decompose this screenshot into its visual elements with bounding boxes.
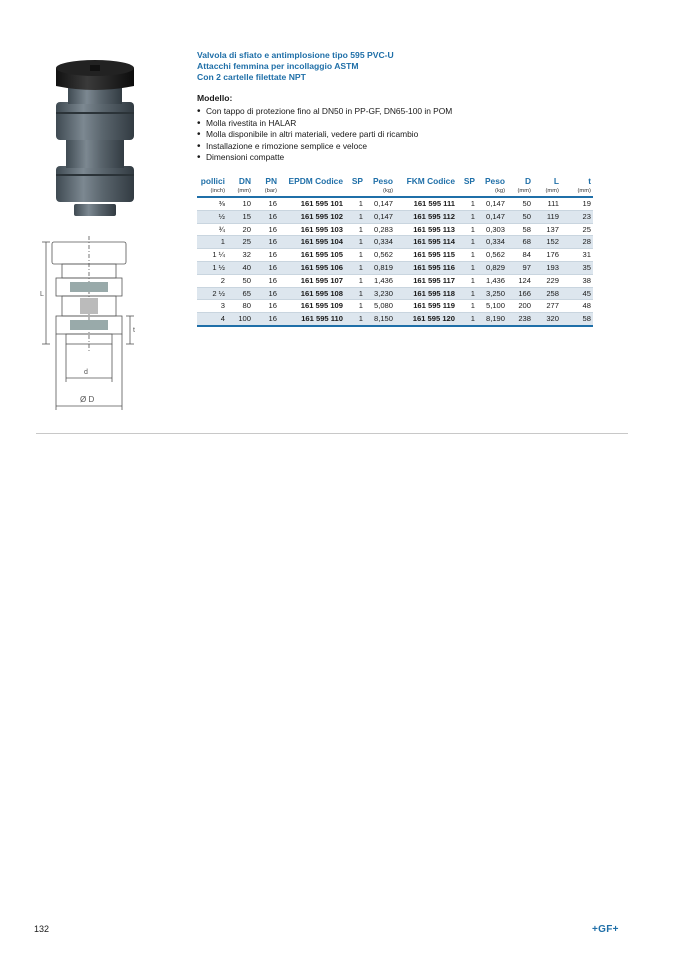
col-header: FKM Codice	[406, 175, 455, 186]
table-cell: 0,303	[477, 223, 507, 236]
table-cell: 124	[507, 274, 533, 287]
table-cell: 2	[197, 274, 227, 287]
table-cell: 58	[561, 313, 593, 326]
table-cell: 50	[507, 210, 533, 223]
table-cell: 1	[457, 261, 477, 274]
table-cell: 0,334	[477, 236, 507, 249]
table-cell: 19	[561, 197, 593, 210]
table-cell: 1	[457, 287, 477, 300]
header-row	[197, 176, 593, 187]
table-cell: 161 595 109	[279, 300, 345, 313]
table-cell: 97	[507, 261, 533, 274]
table-cell: 1,436	[477, 274, 507, 287]
table-cell: 5,080	[365, 300, 395, 313]
unit-label: (kg)	[365, 187, 395, 197]
unit-label	[345, 187, 365, 197]
table-cell: 1	[345, 313, 365, 326]
table-cell: 3	[197, 300, 227, 313]
col-header: SP	[351, 175, 363, 186]
table-cell: 0,819	[365, 261, 395, 274]
table-cell: 161 595 108	[279, 287, 345, 300]
table-cell: 1	[345, 236, 365, 249]
feature-item: • Molla rivestita in HALAR	[197, 118, 595, 130]
table-cell: 161 595 114	[395, 236, 457, 249]
table-cell: 58	[507, 223, 533, 236]
table-cell: 1 ¼	[197, 249, 227, 262]
table-cell: 1,436	[365, 274, 395, 287]
table-cell: 1	[457, 249, 477, 262]
table-row	[197, 287, 593, 300]
table-cell: 119	[533, 210, 561, 223]
table-row	[197, 210, 593, 223]
table-cell: 65	[227, 287, 253, 300]
table-cell: 100	[227, 313, 253, 326]
page-number: 132	[34, 924, 50, 934]
table-cell: 0,147	[365, 197, 395, 210]
title-line-3: Con 2 cartelle filettate NPT	[197, 72, 306, 82]
table-cell: 166	[507, 287, 533, 300]
table-cell: 8,150	[365, 313, 395, 326]
table-cell: 16	[253, 236, 279, 249]
section-divider	[36, 433, 628, 434]
table-cell: 16	[253, 287, 279, 300]
table-cell: 161 595 105	[279, 249, 345, 262]
table-cell: 1	[345, 287, 365, 300]
table-cell: 0,283	[365, 223, 395, 236]
unit-label: (mm)	[227, 187, 253, 197]
feature-item: • Con tappo di protezione fino al DN50 in PP-GF, DN65-100 in POM	[197, 106, 595, 118]
unit-label: (kg)	[477, 187, 507, 197]
table-cell: 1 ½	[197, 261, 227, 274]
table-row	[197, 249, 593, 262]
dimension-label-diameter: Ø D	[80, 395, 95, 404]
table-cell: ¾	[197, 223, 227, 236]
table-cell: 31	[561, 249, 593, 262]
table-cell: 161 595 117	[395, 274, 457, 287]
table-cell: 161 595 113	[395, 223, 457, 236]
col-header: L	[553, 175, 559, 186]
dimension-label-l: L	[40, 291, 44, 298]
table-cell: 1	[345, 274, 365, 287]
table-cell: 16	[253, 197, 279, 210]
table-cell: 1	[345, 210, 365, 223]
title-line-2: Attacchi femmina per incollaggio ASTM	[197, 61, 359, 71]
table-row	[197, 274, 593, 287]
table-cell: 68	[507, 236, 533, 249]
table-cell: 0,562	[365, 249, 395, 262]
table-row	[197, 300, 593, 313]
table-cell: 193	[533, 261, 561, 274]
feature-item: • Molla disponibile in altri materiali, vedere parti di ricambio	[197, 129, 595, 141]
table-cell: 161 595 103	[279, 223, 345, 236]
dimension-label-d: d	[84, 369, 88, 376]
table-cell: 32	[227, 249, 253, 262]
feature-item: • Dimensioni compatte	[197, 152, 595, 164]
unit-label: (bar)	[253, 187, 279, 197]
table-cell: 161 595 102	[279, 210, 345, 223]
unit-label: (inch)	[197, 187, 227, 197]
table-cell: 161 595 120	[395, 313, 457, 326]
table-cell: 80	[227, 300, 253, 313]
col-header: pollici	[200, 175, 225, 186]
table-cell: 161 595 115	[395, 249, 457, 262]
table-cell: 1	[345, 261, 365, 274]
title-line-1: Valvola di sfiato e antimplosione tipo 595 PVC-U	[197, 50, 394, 60]
table-cell: 1	[345, 249, 365, 262]
table-cell: 176	[533, 249, 561, 262]
table-cell: 1	[345, 197, 365, 210]
table-cell: 258	[533, 287, 561, 300]
dimension-label-t: t	[133, 327, 135, 334]
table-cell: 161 595 101	[279, 197, 345, 210]
unit-label	[457, 187, 477, 197]
table-cell: 1	[457, 274, 477, 287]
table-cell: 35	[561, 261, 593, 274]
table-cell: 229	[533, 274, 561, 287]
table-cell: ½	[197, 210, 227, 223]
table-cell: 161 595 118	[395, 287, 457, 300]
table-cell: 25	[561, 223, 593, 236]
table-cell: 0,147	[477, 197, 507, 210]
feature-list	[197, 106, 595, 164]
table-cell: 320	[533, 313, 561, 326]
valve-product-image	[50, 54, 140, 219]
table-cell: 277	[533, 300, 561, 313]
col-header: D	[524, 175, 531, 186]
spec-table-body	[197, 197, 593, 326]
table-cell: 161 595 106	[279, 261, 345, 274]
table-cell: 10	[227, 197, 253, 210]
table-cell: 40	[227, 261, 253, 274]
table-cell: 50	[227, 274, 253, 287]
table-cell: 1	[345, 300, 365, 313]
col-header: Peso	[372, 175, 393, 186]
table-cell: 161 595 110	[279, 313, 345, 326]
table-cell: 2 ½	[197, 287, 227, 300]
table-cell: 23	[561, 210, 593, 223]
units-row	[197, 187, 593, 197]
table-cell: 16	[253, 261, 279, 274]
table-cell: 50	[507, 197, 533, 210]
col-header: SP	[463, 175, 475, 186]
table-cell: 28	[561, 236, 593, 249]
table-row	[197, 261, 593, 274]
table-cell: 38	[561, 274, 593, 287]
table-row	[197, 197, 593, 210]
feature-item: • Installazione e rimozione semplice e veloce	[197, 141, 595, 153]
table-cell: 3,230	[365, 287, 395, 300]
table-cell: 1	[457, 313, 477, 326]
table-cell: 1	[197, 236, 227, 249]
table-cell: 1	[457, 300, 477, 313]
table-cell: 161 595 104	[279, 236, 345, 249]
table-cell: 0,334	[365, 236, 395, 249]
table-cell: 1	[457, 236, 477, 249]
table-cell: 0,147	[365, 210, 395, 223]
table-cell: 45	[561, 287, 593, 300]
gf-logo: +GF+	[592, 924, 619, 935]
table-cell: 1	[457, 223, 477, 236]
unit-label	[279, 187, 345, 197]
table-cell: 4	[197, 313, 227, 326]
col-header: DN	[238, 175, 251, 186]
table-cell: 0,829	[477, 261, 507, 274]
table-cell: 16	[253, 313, 279, 326]
table-cell: 20	[227, 223, 253, 236]
table-cell: 1	[457, 210, 477, 223]
unit-label: (mm)	[507, 187, 533, 197]
table-row	[197, 313, 593, 326]
unit-label: (mm)	[561, 187, 593, 197]
table-cell: 111	[533, 197, 561, 210]
table-cell: 8,190	[477, 313, 507, 326]
table-cell: 15	[227, 210, 253, 223]
table-cell: 48	[561, 300, 593, 313]
table-cell: 25	[227, 236, 253, 249]
col-header: Peso	[484, 175, 505, 186]
product-info	[197, 50, 595, 327]
table-cell: 238	[507, 313, 533, 326]
col-header: PN	[265, 175, 277, 186]
col-header: t	[588, 175, 591, 186]
product-title	[197, 50, 595, 83]
spec-table	[197, 176, 593, 327]
table-cell: 200	[507, 300, 533, 313]
table-cell: 161 595 116	[395, 261, 457, 274]
table-cell: 3,250	[477, 287, 507, 300]
table-cell: 16	[253, 210, 279, 223]
table-cell: 5,100	[477, 300, 507, 313]
table-cell: 161 595 119	[395, 300, 457, 313]
model-heading: Modello:	[197, 93, 233, 103]
unit-label: (mm)	[533, 187, 561, 197]
table-row	[197, 223, 593, 236]
table-cell: 16	[253, 300, 279, 313]
table-cell: 137	[533, 223, 561, 236]
unit-label	[395, 187, 457, 197]
table-cell: ⅜	[197, 197, 227, 210]
table-cell: 152	[533, 236, 561, 249]
table-cell: 161 595 112	[395, 210, 457, 223]
table-cell: 16	[253, 223, 279, 236]
table-cell: 0,147	[477, 210, 507, 223]
table-row	[197, 236, 593, 249]
table-cell: 161 595 111	[395, 197, 457, 210]
table-cell: 84	[507, 249, 533, 262]
table-cell: 0,562	[477, 249, 507, 262]
table-cell: 1	[345, 223, 365, 236]
col-header: EPDM Codice	[288, 175, 343, 186]
table-cell: 161 595 107	[279, 274, 345, 287]
table-cell: 1	[457, 197, 477, 210]
table-cell: 16	[253, 274, 279, 287]
valve-technical-drawing	[36, 232, 140, 418]
table-cell: 16	[253, 249, 279, 262]
